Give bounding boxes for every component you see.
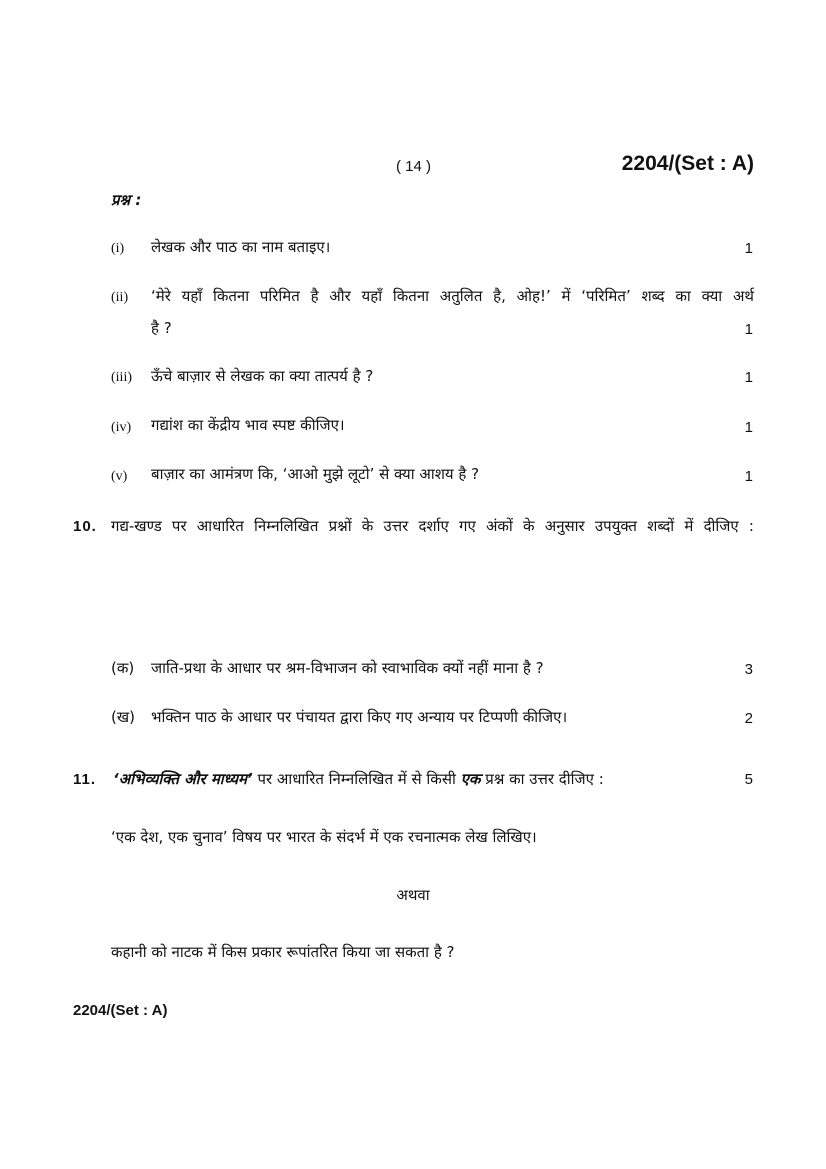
subquestion-text: भक्तिन पाठ के आधार पर पंचायत द्वारा किए गए अन्याय पर टिप्पणी कीजिए। [151,708,568,726]
page-number: ( 14 ) [396,158,432,175]
question-number: 11. [73,771,97,788]
subquestion-marks: 2 [744,710,753,727]
paper-code-footer: 2204/(Set : A) [73,1002,168,1019]
question-text-part: पर आधारित निम्नलिखित में से किसी [252,770,461,788]
question-emphasis: एक [460,770,481,788]
subquestion-label: (क) [111,659,135,677]
option-text: ‘एक देश, एक चुनाव’ विषय पर भारत के संदर्भ में एक रचनात्मक लेख लिखिए। [111,828,537,846]
question-marks: 1 [744,321,753,338]
option-text: कहानी को नाटक में किस प्रकार रूपांतरित किया जा सकता है ? [111,943,455,961]
question-marks: 1 [744,240,753,257]
question-text-part: प्रश्न का उत्तर दीजिए : [480,770,604,788]
subquestion-label: (ख) [111,708,135,726]
question-text: लेखक और पाठ का नाम बताइए। [151,238,331,256]
subquestion-text: जाति-प्रथा के आधार पर श्रम-विभाजन को स्वाभाविक क्यों नहीं माना है ? [151,659,544,677]
question-text [113,769,604,789]
subquestion-marks: 3 [744,661,753,678]
question-marks: 1 [744,419,753,436]
question-text-continued: है ? [151,319,172,337]
question-numeral: (i) [111,241,125,256]
question-marks: 1 [744,468,753,485]
question-numeral: (iv) [111,420,132,435]
question-numeral: (v) [111,469,128,484]
or-separator: अथवा [396,886,430,904]
question-title-emphasis: ‘अभिव्यक्ति और माध्यम’ [113,770,253,788]
question-marks: 5 [744,771,753,788]
question-number: 10. [73,518,97,535]
question-numeral: (ii) [111,290,129,305]
paper-code-header: 2204/(Set : A) [621,152,754,175]
question-numeral: (iii) [111,370,132,385]
question-text: ऊँचे बाज़ार से लेखक का क्या तात्पर्य है ? [151,367,374,385]
question-text: गद्यांश का केंद्रीय भाव स्पष्ट कीजिए। [151,416,345,434]
question-text: गद्य-खण्ड पर आधारित निम्नलिखित प्रश्नों के उत्तर दर्शाए गए अंकों के अनुसार उपयुक्त शब्दों में दीजिए : [111,517,754,535]
question-text: ‘मेरे यहाँ कितना परिमित है और यहाँ कितना अतुलित है, ओह!’ में ‘परिमित’ शब्द का क्या अर्थ [151,287,754,305]
question-text: बाज़ार का आमंत्रण कि, ‘आओ मुझे लूटो’ से क्या आशय है ? [151,465,480,483]
question-marks: 1 [744,369,753,386]
questions-heading: प्रश्न : [111,191,142,209]
